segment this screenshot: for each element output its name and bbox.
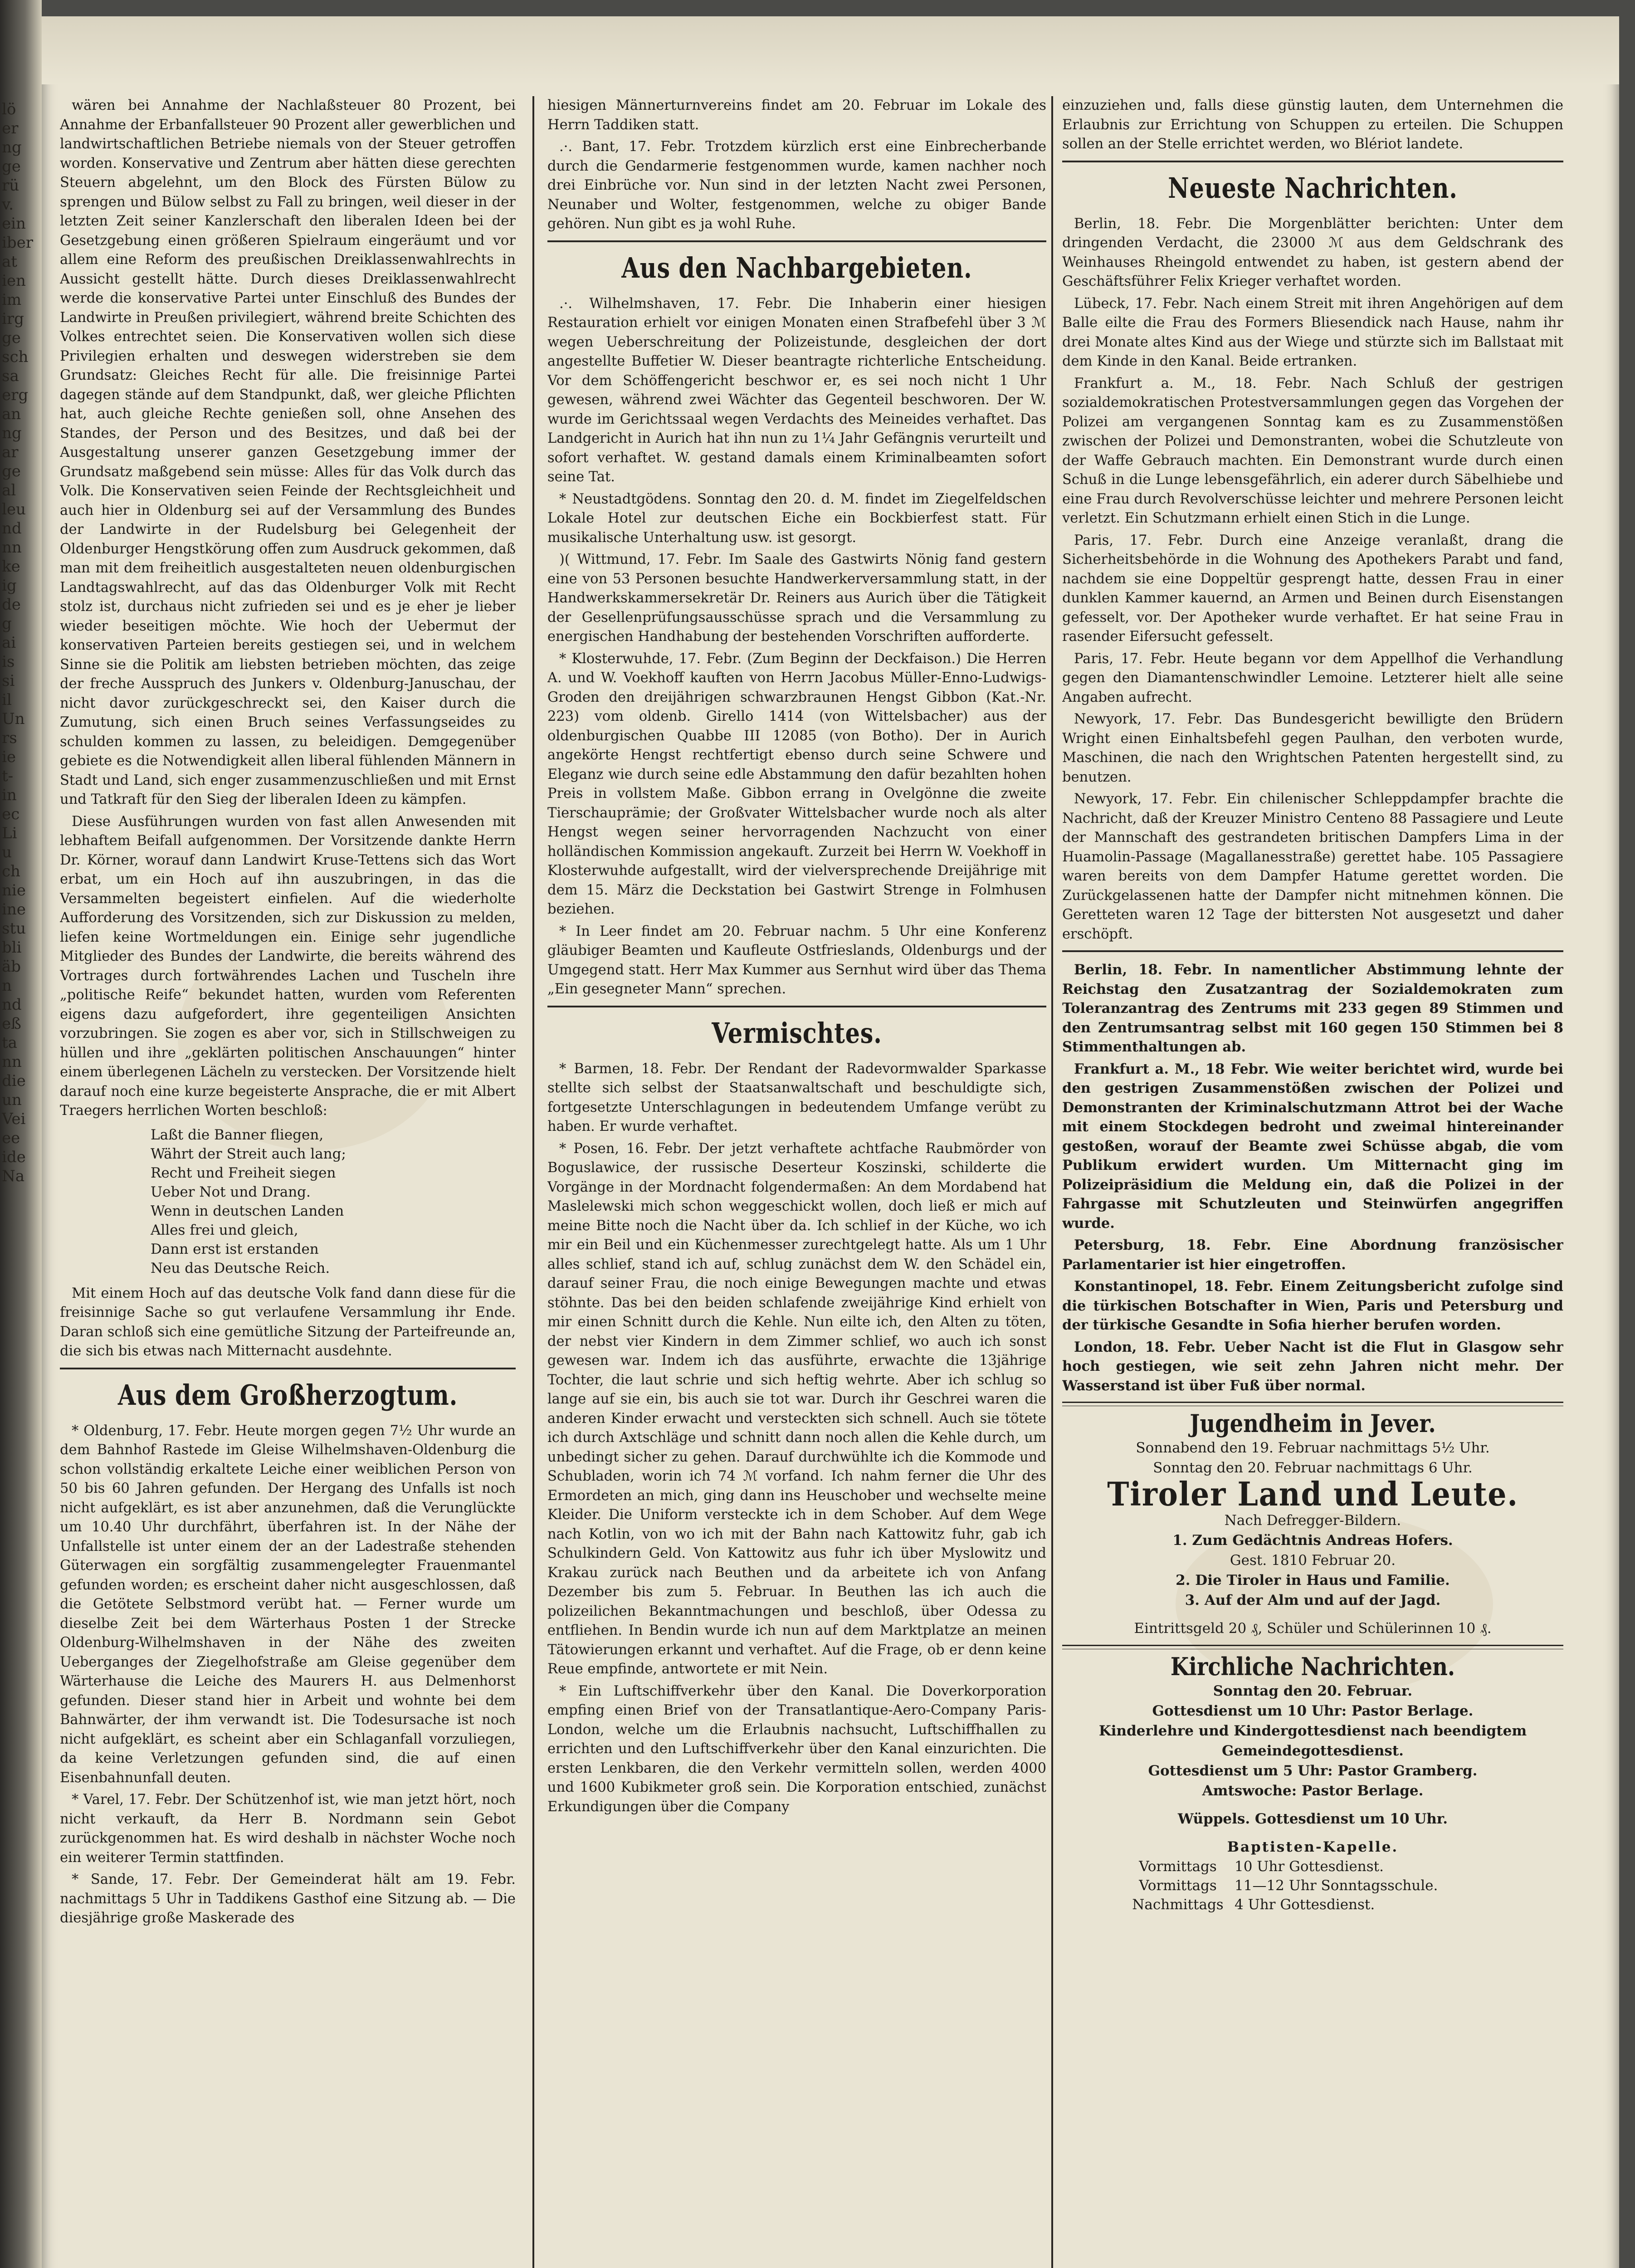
section-rule [547,240,1046,242]
schedule [1062,1857,1563,1914]
section-rule [547,1006,1046,1007]
news-item: Frankfurt a. M., 18. Febr. Nach Schluß der gestrigen sozialdemokratischen Protestversammlungen gegen das Vorgehen der Polizei am vergangenen Sonntag kam es zu Zusammenstößen zwischen der Polizei und Demonstranten, wobei die Schutzleute von der Waffe Gebrauch machten. Ein Demonstrant wurde durch einen Schuß in die Lunge lebensgefährlich, ein aderer durch Säbelhiebe und eine Frau durch Revolverschüsse leichter und mehrere Personen leicht verletzt. Ein Schutzmann erhielt einen Stich in die Lunge. [1062,375,1563,526]
poem-line: Neu das Deutsche Reich. [151,1260,330,1276]
gutter-fragment: iber [2,234,34,252]
schedule-row [1121,1876,1563,1895]
schedule-what: 10 Uhr Gottesdienst. [1235,1858,1384,1875]
gutter-fragment: Na [2,1167,25,1185]
gutter-fragment: an [2,405,21,423]
gutter-fragment: nn [2,1053,22,1071]
gutter-fragment: at [2,253,17,271]
gutter-fragment: ge [2,329,21,347]
poem [60,1125,516,1278]
gutter-fragment: die [2,1072,26,1090]
section-rule [1062,950,1563,952]
article-paragraph: * Neustadtgödens. Sonntag den 20. d. M. findet im Ziegelfeldschen Lokale Hotel zur deutschen Eiche ein Bockbierfest statt. Für musikalische Unterhaltung usw. ist gesorgt. [547,491,1046,546]
gutter-fragment: ide [2,1148,26,1166]
schedule-when: Vormittags [1139,1877,1217,1894]
ad-title: Kirchliche Nachrichten. [1170,1652,1455,1681]
gutter-fragment: u [2,843,12,861]
article-paragraph: * In Leer findet am 20. Februar nachm. 5 Uhr eine Konferenz gläubiger Beamten und Kaufleute Ostfrieslands, Oldenburgs und der Umgegend statt. Herr Max Kummer aus Sernhut wird über das Thema „Ein gesegneter Mann“ sprechen. [547,923,1046,997]
gutter-fragment: ec [2,805,20,823]
gutter-fragment: ein [2,215,26,233]
page-top-margin [42,16,1619,84]
ad-line: Wüppels. Gottesdienst um 10 Uhr. [1177,1811,1448,1827]
article-paragraph: wären bei Annahme der Nachlaßsteuer 80 Prozent, bei Annahme der Erbanfallsteuer 90 Prozent aller gewerblichen und landwirtschaftlichen Betriebe niemals von der Steuer getroffen worden. Konservative und Zentrum aber hätten diese gerechten Steuern abgelehnt, um den Block des Fürsten Bülow zu sprengen und Bülow selbst zu Fall zu bringen, weil dieser in der letzten Zeit seiner Kanzlerschaft den liberalen Ideen bei der Gesetzgebung einen größeren Spielraum eingeräumt und vor allem eine Reform des preußischen Dreiklassenwahlrechts in Aussicht gestellt hätte. Durch dieses Dreiklassenwahlrecht werde die konservative Partei unter Einschluß des Bundes der Landwirte in Preußen privilegiert, während breite Schichten des Volkes entrechtet seien. Die Konservativen wollen sich diese Privilegien erhalten und deswegen widerstreben sie dem Grundsatz: Gleiches Recht für alle. Die freisinnige Partei dagegen stände auf dem Standpunkt, daß, wer gleiche Pflichten hat, auch gleiche Rechte genießen soll, ohne Ansehen des Standes, der Person und des Besitzes, und daß bei der Ausgestaltung unserer ganzen Gesetzgebung immer der Grundsatz maßgebend sein müsse: Alles für das Volk durch das Volk. Die Konservativen seien Feinde der Rechtsgleichheit und auch hier in Oldenburg sei auf der Versammlung des Bundes der Landwirte in der Rudelsburg bei Gelegenheit der Oldenburger Hengstkörung offen zum Ausdruck gekommen, daß man mit dem freiheitlich ausgestalteten neuen oldenburgischen Landtagswahlrecht, auf das das Oldenburger Volk mit Recht stolz ist, durchaus nicht zufrieden sei und es je eher je lieber wieder beseitigen möchte. Wie hoch der Uebermut der konservativen Parteien bereits gestiegen sei, und in welchem Sinne sie die Politik am liebsten betrieben möchten, das zeige der freche Ausspruch des Junkers v. Oldenburg-Januschau, der nicht davor zurückgeschreckt sei, den Kaiser durch die Zumutung, sich einen Bruch seines Verfassungseides zu schulden kommen zu lassen, zu beleidigen. Demgegenüber gebiete es die Notwendigkeit allen liberal fühlenden Männern in Stadt und Land, sich enger zusammenzuschließen und mit Ernst und Tatkraft für den Sieg der liberalen Ideen zu kämpfen. [60,98,516,807]
ad-line: Eintrittsgeld 20 ₰, Schüler und Schülerinnen 10 ₰. [1134,1620,1492,1637]
gutter-fragment: si [2,672,15,690]
schedule-row [1121,1857,1563,1876]
news-item: Paris, 17. Febr. Durch eine Anzeige veranlaßt, drang die Sicherheitsbehörde in die Wohnung des Apothekers Parabt und fand, nachdem sie eine Doppeltür gesprengt hatte, dessen Frau in einer dunklen Kammer kauernd, an Armen und Beinen durch Eisenstangen gefesselt, vor. Der Apotheker wurde verhaftet. Er hat seine Frau in rasender Eifersucht gefesselt. [1062,532,1563,645]
section-rule [1062,1402,1563,1406]
news-item: Berlin, 18. Febr. Die Morgenblätter berichten: Unter dem dringenden Verdacht, die 23000 ℳ aus dem Geldschrank des Weinhauses Rheingold entwendet zu haben, ist gestern abend der Geschäftsführer Felix Krieger verhaftet worden. [1062,215,1563,289]
ad-line: Amtswoche: Pastor Berlage. [1202,1783,1424,1799]
article-paragraph: * Klosterwuhde, 17. Febr. (Zum Beginn der Deckfaison.) Die Herren A. und W. Voekhoff kauften von Herrn Jacobus Müller-Enno-Ludwigs-Groden den dreijährigen schwarzbraunen Hengst Gibbon (Kat.-Nr. 223) vom oldenb. Girello 1414 (von Wittelsbacher) aus der oldenburgischen Quabbe III 12085 (von Botho). Der in Aurich angekörte Hengst rechtfertigt ebenso durch seine Schwere und Eleganz wie durch seine edle Abstammung den dafür bezahlten hohen Preis in vollstem Maße. Gibbon errang in Ovelgönne die zweite Tierschauprämie; der Großvater Wittelsbacher wurde noch als alter Hengst wegen seiner hervorragenden Nachzucht von einer holländischen Kommission angekauft. Zurzeit bei Herrn W. Voekhoff in Klosterwuhde aufgestallt, wird der vielversprechende Dreijährige mit dem 15. März die Deckstation bei Gastwirt Strenge in Folmhusen beziehen. [547,650,1046,917]
gutter-fragment: nd [2,519,22,538]
advertisement-church [1062,1652,1563,1914]
article-paragraph: * Barmen, 18. Febr. Der Rendant der Radevormwalder Sparkasse stellte sich selbst der Staatsanwaltschaft und beschuldigte sich, fortgesetzte Unterschlagungen in bedeutendem Umfange verübt zu haben. Er wurde verhaftet. [547,1061,1046,1134]
poem-line: Laßt die Banner fliegen, [151,1126,324,1143]
gutter-fragment: irg [2,310,24,328]
schedule-what: 11—12 Uhr Sonntagsschule. [1235,1877,1438,1894]
gutter-fragment: lö [2,100,16,118]
article-paragraph: .·. Bant, 17. Febr. Trotzdem kürzlich erst eine Einbrecherbande durch die Gendarmerie festgenommen wurde, kamen nachher noch drei Einbrüche vor. Nun sind in der letzten Nacht zwei Personen, Neunaber und Wolter, festgenommen, welche zu obiger Bande gehören. Nun gibt es ja wohl Ruhe. [547,139,1046,232]
gutter-fragment: un [2,1091,22,1109]
gutter-fragment: ge [2,462,21,480]
section-rule [1062,1645,1563,1649]
gutter-fragment: ee [2,1129,20,1147]
gutter-fragment: de [2,596,21,614]
column-1 [60,96,516,2268]
column-rule [1051,96,1053,2268]
article-paragraph: * Ein Luftschiffverkehr über den Kanal. Die Doverkorporation empfing einen Brief von der Transatlantique-Aero-Company Paris-London, welche um die Erlaubnis nachsucht, Luftschiffhallen zu errichten und den Luftschiffverkehr über den Kanal einzurichten. Die ersten Lenkbaren, die den Verkehr vermitteln sollen, werden 4000 und 1600 Kubikmeter groß sein. Die Korporation entschied, zunächst Erkundigungen über die Company [547,1683,1046,1815]
news-item-bold: London, 18. Febr. Ueber Nacht ist die Flut in Glasgow sehr hoch gestiegen, wie seit zehn Jahren nicht mehr. Der Wasserstand ist über Fuß über normal. [1062,1339,1563,1394]
gutter-fragment: sch [2,348,29,366]
poem-line: Währt der Streit auch lang; [151,1145,346,1162]
section-rule [60,1368,516,1369]
ad-line: Gottesdienst um 10 Uhr: Pastor Berlage. [1152,1703,1474,1719]
news-item-bold: Berlin, 18. Febr. In namentlicher Abstimmung lehnte der Reichstag den Zusatzantrag der Sozialdemokraten zum Toleranzantrag des Zentrums mit 233 gegen 89 Stimmen und den Zentrumsantrag selbst mit 160 gegen 150 Stimmen bei 8 Stimmenthaltungen ab. [1062,962,1563,1055]
schedule-when: Vormittags [1139,1858,1217,1875]
column-3 [1062,96,1563,2268]
section-heading: Vermischtes. [712,1016,882,1050]
ad-line: Nach Defregger-Bildern. [1224,1512,1401,1529]
gutter-fragment: leu [2,500,26,518]
gutter-fragment: ig [2,577,17,595]
news-item-bold: Konstantinopel, 18. Febr. Einem Zeitungsbericht zufolge sind die türkischen Botschafter in Wien, Paris und Petersburg und der türkische Gesandte in Sofia hierher berufen worden. [1062,1278,1563,1333]
gutter-fragment: ng [2,138,22,156]
article-paragraph: )( Wittmund, 17. Febr. Im Saale des Gastwirts Nönig fand gestern eine von 53 Personen besuchte Handwerkerversammlung statt, in der Handwerkskammersekretär Dr. Reiners aus Aurich über die Tätigkeit der Gesellenprüfungsausschüsse sprach und die Versammlung zu energischen Handhabung der bestehenden Vorschriften aufforderte. [547,552,1046,645]
ad-line: Sonnabend den 19. Februar nachmittags 5½ Uhr. [1136,1440,1490,1456]
gutter-fragment: g [2,615,12,633]
gutter-fragment: n [2,977,12,995]
article-paragraph: hiesigen Männerturnvereins findet am 20. Februar im Lokale des Herrn Taddiken statt. [547,98,1046,133]
poem-line: Alles frei und gleich, [151,1222,298,1238]
gutter-fragment: nn [2,538,22,557]
column-rule [532,96,534,2268]
gutter-fragment: bli [2,938,22,957]
article-paragraph: * Posen, 16. Febr. Der jetzt verhaftete achtfache Raubmörder von Boguslawice, der russische Deserteur Koszinski, schilderte die Vorgänge in der Mordnacht folgendermaßen: An dem Mordabend hat Maslelewski mich schon weggeschickt wollen, doch ließ er mich auf meine Bitte noch die Nacht über da. Ich schlief in der Küche, wo ich mir ein Beil und ein Küchenmesser zurechtgelegt hatte. Als um 1 Uhr alles schlief, stand ich auf, schlug zunächst dem W. den Schädel ein, darauf seiner Frau, die noch einige Bewegungen machte und etwas stöhnte. Das bei den beiden schlafende zweijährige Kind erhielt von mir einen Schnitt durch die Kehle. Nun eilte ich, den Alten zu töten, der nebst vier Kindern in dem Zimmer schlief, wo auch ich sonst gewesen war. Indem ich das ausführte, erwachte die 13jährige Tochter, die laut schrie und sich heftig wehrte. Aber ich schlug so lange auf sie ein, bis auch sie tot war. Durch ihr Geschrei waren die anderen Kinder erwacht und versteckten sich schnell. Auch sie tötete ich durch Axtschläge und schnitt dann noch allen die Kehle durch, um unbedingt sicher zu gehen. Darauf durchwühlte ich die Kommode und Schubladen, worin ich 74 ℳ vorfand. Ich nahm ferner die Uhr des Ermordeten an mich, ging dann ins Heuschober und wechselte meine Kleider. Die Uniform versteckte ich in dem Schober. Auf dem Wege nach Kotlin, von wo ich mit der Bahn nach Kattowitz fuhr, gab ich Schulkindern Geld. Von Kattowitz aus fuhr ich über Myslowitz und Krakau zurück nach Beuthen und da arbeitete ich von Anfang Dezember bis zum 5. Februar. In Beuthen las ich auch die polizeilichen Bekanntmachungen und beschloß, über Odessa zu entfliehen. In Bendin wurde ich nun auf dem Marktplatze an meinen Tätowierungen erkannt und verhaftet. Auf die Frage, ob er denn keine Reue empfinde, antwortete er mit Nein. [547,1140,1046,1677]
gutter-fragment: il [2,691,12,709]
gutter-fragment: is [2,653,15,671]
schedule-what: 4 Uhr Gottesdienst. [1235,1897,1375,1913]
ad-line: 3. Auf der Alm und auf der Jagd. [1185,1592,1441,1608]
column-2 [547,96,1046,2268]
gutter-fragment: ai [2,634,16,652]
ad-line: Kinderlehre und Kindergottesdienst nach beendigtem Gemeindegottesdienst. [1098,1723,1527,1759]
gutter-fragment: Vei [2,1110,26,1128]
ad-line: Sonntag den 20. Februar. [1213,1683,1413,1699]
gutter-fragment: ch [2,862,20,880]
ad-headline: Tiroler Land und Leute. [1107,1475,1518,1513]
article-paragraph: Mit einem Hoch auf das deutsche Volk fand dann diese für die freisinnige Sache so gut verlaufene Versammlung ihr Ende. Daran schloß sich eine gemütliche Sitzung der Parteifreunde an, die sich bis etwas nach Mitternacht ausdehnte. [60,1285,516,1359]
gutter-fragment: äb [2,958,21,976]
section-heading: Neueste Nachrichten. [1168,171,1458,205]
news-item-bold: Petersburg, 18. Febr. Eine Abordnung französischer Parlamentarier ist hier eingetroffen. [1062,1237,1563,1273]
gutter-fragment: er [2,119,19,137]
article-paragraph: .·. Wilhelmshaven, 17. Febr. Die Inhaberin einer hiesigen Restauration erhielt vor einigen Monaten einen Strafbefehl über 3 ℳ wegen Ueberschreitung der Polizeistunde, desgleichen der dort angestellte Buffetier W. Dieser beantragte richterliche Entscheidung. Vor dem Schöffengericht beschwor er, es sei noch nicht 1 Uhr gewesen, während zwei Wächter das Gegenteil beschworen. Der W. wurde im Gerichtssaal wegen Verdachts des Meineides verhaftet. Das Landgericht in Aurich hat ihn nun zu 1¼ Jahr Gefängnis verurteilt und sofort verhaftet. W. gestand damals einem Kriminalbeamten sofort seine Tat. [547,295,1046,485]
news-item: Newyork, 17. Febr. Ein chilenischer Schleppdampfer brachte die Nachricht, daß der Kreuzer Ministro Centeno 88 Passagiere und Leute der Mannschaft des gestrandeten britischen Dampfers Lima in der Huamolin-Passage (Magallanesstraße) gerettet habe. 105 Passagiere waren bereits von dem Dampfer Hatume gerettet worden. Die Zurückgelassenen hatte der Dampfer nicht mitnehmen können. Die Geretteten waren 12 Tage der bittersten Not ausgesetzt und daher erschöpft. [1062,791,1563,942]
gutter-fragment: ar [2,443,19,461]
newspaper-page [42,16,1619,2268]
ad-line: Sonntag den 20. Februar nachmittags 6 Uhr. [1153,1460,1473,1476]
gutter-fragment: ine [2,900,26,919]
section-rule [1062,161,1563,162]
ad-subtitle: Baptisten-Kapelle. [1227,1839,1399,1855]
article-paragraph: einzuziehen und, falls diese günstig lauten, dem Unternehmen die Erlaubnis zur Errichtung von Schuppen zu erteilen. Die Schuppen sollen an der Stelle errichtet werden, wo Blériot landete. [1062,98,1563,152]
ad-line: Gottesdienst um 5 Uhr: Pastor Gramberg. [1148,1763,1478,1779]
gutter-fragment: stu [2,919,26,938]
ad-line: 2. Die Tiroler in Haus und Familie. [1176,1572,1450,1589]
gutter-fragment: nd [2,996,22,1014]
gutter-fragment: sa [2,367,19,385]
news-item: Lübeck, 17. Febr. Nach einem Streit mit ihren Angehörigen auf dem Balle eilte die Frau des Formers Bliesendick nach Hause, nahm ihr drei Monate altes Kind aus der Wiege und stürzte sich im Ballstaat mit dem Kinde in den Kanal. Beide ertranken. [1062,295,1563,369]
gutter-fragment: eß [2,1015,21,1033]
article-paragraph: Diese Ausführungen wurden von fast allen Anwesenden mit lebhaftem Beifall aufgenommen. Der Vorsitzende dankte Herrn Dr. Körner, worauf dann Landwirt Kruse-Tettens sich das Wort erbat, um ein Hoch auf ihn auszubringen, in das die Versammelten begeistert einfielen. Auf die wiederholte Aufforderung des Vorsitzenden, sich zur Diskussion zu melden, liefen keine Wortmeldungen ein. Einige sehr jugendliche Mitglieder des Bundes der Landwirte, die bereits während des Vortrages durch fortwährendes Lachen und Tuscheln ihre „politische Reife“ bekundet hatten, wurden vom Referenten eigens dazu aufgefordert, ihre gegenteiligen Ansichten vorzubringen. Sie zogen es aber vor, sich in Stillschweigen zu hüllen und ihre „geklärten politischen Anschauungen“ hinter einem überlegenen Lächeln zu verstecken. Der Vorsitzende hielt darauf noch eine kurze begeisterte Ansprache, die er mit Albert Traegers herrlichen Worten beschloß: [60,813,516,1119]
gutter-fragment: in [2,786,17,804]
gutter-fragment: erg [2,386,29,404]
gutter-fragment: ke [2,557,20,576]
article-paragraph: * Varel, 17. Febr. Der Schützenhof ist, wie man jetzt hört, noch nicht verkauft, da Herr B. Nordmann sein Gebot zurückgenommen hat. Es wird deshalb in nächster Woche noch ein weiterer Termin stattfinden. [60,1792,516,1866]
schedule-row [1121,1895,1563,1914]
poem-line: Wenn in deutschen Landen [151,1202,344,1219]
gutter-fragment: al [2,481,16,499]
gutter-fragment: rü [2,176,20,195]
ad-line: 1. Zum Gedächtnis Andreas Hofers. [1172,1532,1453,1549]
schedule-when: Nachmittags [1132,1897,1224,1913]
ad-title: Jugendheim in Jever. [1190,1409,1436,1438]
gutter-fragment: Li [2,824,17,842]
poem-line: Dann erst ist erstanden [151,1241,319,1257]
gutter-fragment: t- [2,767,14,785]
poem-line: Recht und Freiheit siegen [151,1164,336,1181]
article-paragraph: * Oldenburg, 17. Febr. Heute morgen gegen 7½ Uhr wurde an dem Bahnhof Rastede im Gleise Wilhelmshaven-Oldenburg die schon vollständig erkaltete Leiche einer weiblichen Person von 50 bis 60 Jahren gefunden. Der Hergang des Unfalls ist noch nicht aufgeklärt, es ist aber anzunehmen, daß die Verunglückte um 10.40 Uhr durchfährt, überfahren ist. In der Nähe der Unfallstelle ist unter einem der an der Ladestraße stehenden Güterwagen ein sorgfältig zusammengelegter Frauenmantel gefunden worden; es erscheint daher nicht ausgeschlossen, daß die Getötete Selbstmord verübt hat. — Ferner wurde um dieselbe Zeit bei dem Wärterhaus Posten 1 der Strecke Oldenburg-Wilhelmshaven in der Nähe des zweiten Ueberganges der Ziegelhofstraße am Gleise gegenüber dem Wärterhause die Leiche des Maurers H. aus Delmenhorst gefunden. Dieser stand hier in Arbeit und wohnte bei dem Bahnwärter, der ihm verwandt ist. Die Todesursache ist noch nicht aufgeklärt, es scheint aber ein Schlaganfall vorzuliegen, da keine Verletzungen gefunden sind, die auf einen Eisenbahnunfall deuten. [60,1422,516,1786]
gutter-fragment: ien [2,272,26,290]
gutter-fragment: ie [2,748,16,766]
news-item: Paris, 17. Febr. Heute begann vor dem Appellhof die Verhandlung gegen den Diamantenschwindler Lemoine. Letzterer hielt alle seine Angaben aufrecht. [1062,650,1563,705]
gutter-fragment: ta [2,1034,17,1052]
gutter-fragment: im [2,291,22,309]
news-item: Newyork, 17. Febr. Das Bundesgericht bewilligte den Brüdern Wright einen Einhaltsbefehl gegen Paulhan, den verboten wurde, Maschinen, die nach den Wrightschen Patenten hergestellt sind, zu benutzen. [1062,711,1563,785]
gutter-fragment: rs [2,729,17,747]
gutter-fragment: Un [2,710,25,728]
ad-line: Gest. 1810 Februar 20. [1230,1552,1396,1569]
poem-line: Ueber Not und Drang. [151,1183,311,1200]
section-heading: Aus dem Großherzogtum. [117,1378,458,1412]
section-heading: Aus den Nachbargebieten. [621,251,972,284]
gutter-fragment: nie [2,881,26,899]
article-paragraph: * Sande, 17. Febr. Der Gemeinderat hält am 19. Febr. nachmittags 5 Uhr in Taddikens Gasthof eine Sitzung ab. — Die diesjährige große Maskerade des [60,1872,516,1926]
news-item-bold: Frankfurt a. M., 18 Febr. Wie weiter berichtet wird, wurde bei den gestrigen Zusammenstößen zwischen der Polizei und Demonstranten der Kriminalschutzmann Attrot bei der Wache mit einem Stockdegen bedroht und zweimal hintereinander gestoßen, worauf der Beamte zwei Schüsse abgab, die vom Publikum erwidert wurden. Um Mitternacht ging im Polizeipräsidium die Meldung ein, daß die Polizei in der Fahrgasse mit Schutzleuten und Steinwürfen angegriffen wurde. [1062,1061,1563,1232]
gutter-fragment: ng [2,424,22,442]
advertisement-jugendheim [1062,1409,1563,1638]
gutter-fragment: ge [2,157,21,176]
gutter-fragment: v. [2,196,14,214]
